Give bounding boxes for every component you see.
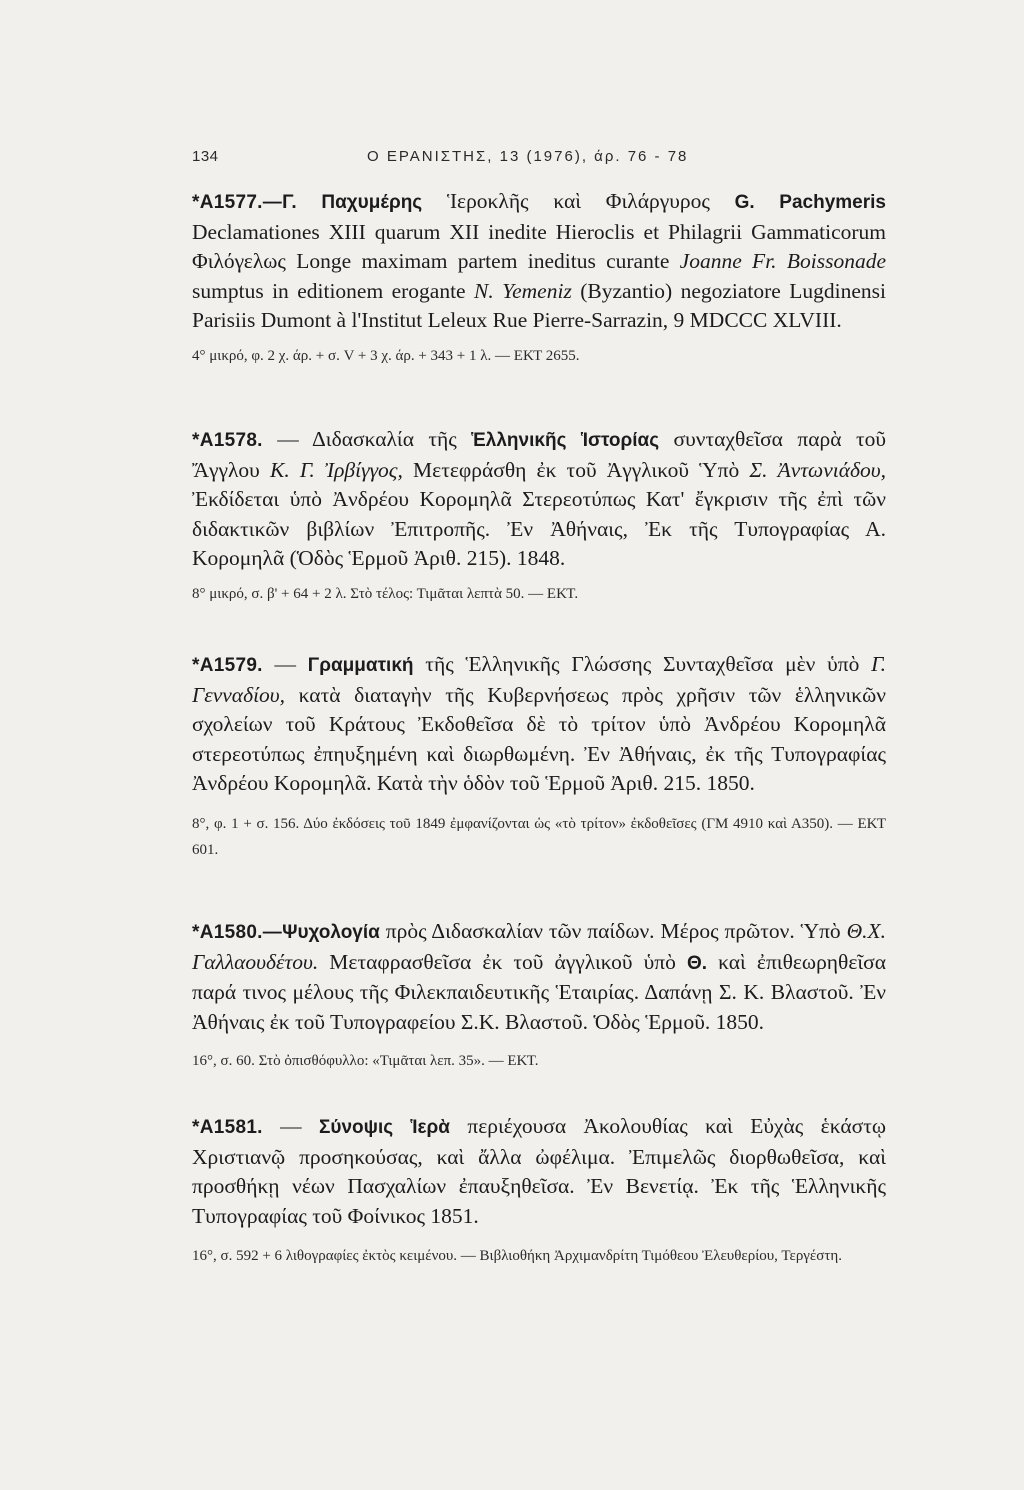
entry-text	[192, 917, 886, 1037]
entry-text-part: Μετεφράσθη ἐκ τοῦ Ἀγγλικοῦ Ὑπὸ	[402, 457, 750, 482]
entry-dash: —	[262, 427, 312, 451]
entry-author: Γ. Γενναδίου,	[192, 652, 886, 707]
entry-text-part: Declamationes XIII quarum XII inedite Hieroclis et Philagrii Gammaticorum Φιλόγελως Longe maximam partem ineditus curante	[192, 219, 886, 274]
entry-author-latin: G. Pachymeris	[734, 192, 886, 213]
entry-text-part: συνταχθεῖσα παρὰ τοῦ Ἄγγλου	[192, 427, 886, 482]
entry-translator: Σ. Ἀντωνιάδου,	[749, 457, 886, 482]
entry-dash: —	[262, 922, 283, 943]
entry-text-part: πρὸς Διδασκαλίαν τῶν παίδων. Μέρος πρῶτον. Ὑπὸ	[379, 919, 847, 943]
entry-note: 8° μικρό, σ. β' + 64 + 2 λ. Στὸ τέλος: Τιμᾶται λεπτὰ 50. — ΕΚΤ.	[192, 585, 579, 602]
bibliography-entry	[192, 1112, 886, 1269]
entry-note: 16°, σ. 60. Στὸ ὀπισθόφυλλο: «Τιμᾶται λεπ. 35». — ΕΚΤ.	[192, 1053, 539, 1070]
entry-note: 16°, σ. 592 + 6 λιθογραφίες ἐκτὸς κειμένου. — Βιβλιοθήκη Ἀρχιμανδρίτη Τιμόθεου Ἐλευθερίου, Τεργέστη.	[192, 1248, 842, 1265]
entry-id: *Α1577.	[192, 192, 263, 213]
entry-text	[192, 1112, 886, 1231]
page-number: 134	[192, 148, 219, 165]
entry-text-part: (Byzantio) negoziatore Lugdinensi Parisiis Dumont à l'Institut Leleux Rue Pierre-Sarrazin, 9 MDCCC XLVIII.	[192, 278, 886, 333]
entry-text-part: τῆς Ἑλληνικῆς Γλώσσης Συνταχθεῖσα μὲν ὑπὸ	[413, 652, 872, 676]
entry-editor: Joanne Fr. Boissonade	[679, 249, 886, 274]
entry-id: *Α1579.	[192, 655, 263, 676]
bibliography-entry	[192, 917, 886, 1075]
entry-title: Γραμματική	[307, 655, 414, 676]
entry-text-part: Μεταφρασθεῖσα ἐκ τοῦ ἀγγλικοῦ ὑπὸ	[318, 949, 687, 974]
entry-title: Ἑλληνικῆς Ἱστορίας	[471, 430, 660, 451]
running-title: Ο ΕΡΑΝΙΣΤΗΣ, 13 (1976), άρ. 76 - 78	[367, 148, 689, 165]
entry-sponsor: N. Yemeniz	[474, 278, 572, 303]
entry-dash: —	[262, 1114, 319, 1138]
bibliography-entry	[192, 187, 886, 370]
bibliography-entry	[192, 425, 886, 608]
entry-note: 8°, φ. 1 + σ. 156. Δύο ἐκδόσεις τοῦ 1849 ἐμφανίζονται ὡς «τὸ τρίτον» ἐκδοθεῖσες (ΓΜ 4910 καὶ Α350). — ΕΚΤ 601.	[192, 815, 886, 858]
entry-title: Ψυχολογία	[282, 922, 380, 943]
entry-text-part: Διδασκαλία τῆς	[311, 427, 472, 451]
entry-note: 4° μικρό, φ. 2 χ. άρ. + σ. V + 3 χ. άρ. + 343 + 1 λ. — ΕΚΤ 2655.	[192, 347, 580, 364]
entry-author: Κ. Γ. Ἰρβίγγος,	[269, 457, 403, 482]
entry-title: Σύνοψις Ἱερὰ	[319, 1117, 450, 1138]
entry-text-part: sumptus in editionem erogante	[192, 278, 475, 303]
entry-text-part: περιέχουσα Ἀκολουθίας καὶ Εὐχὰς ἑκάστῳ Χριστιανῷ προσηκούσας, καὶ ἄλλα ὠφέλιμα. Ἐπιμελῶς διορθωθεῖσα, καὶ προσθήκῃ νέων Πασχαλίων ἐπαυξηθεῖσα. Ἐν Βενετίᾳ. Ἐκ τῆς Ἑλληνικῆς Τυπογραφίας τοῦ Φοίνικος 1851.	[192, 1114, 886, 1228]
entry-author: Θ.Χ. Γαλλαουδέτου.	[192, 919, 886, 974]
entry-id: *Α1580.	[192, 922, 263, 943]
entry-dash: —	[262, 192, 283, 213]
entry-id: *Α1578.	[192, 430, 263, 451]
entry-dash: —	[262, 652, 308, 676]
entry-id: *Α1581.	[192, 1117, 263, 1138]
entry-text-part: κατὰ διαταγὴν τῆς Κυβερνήσεως πρὸς χρῆσιν τῶν ἑλληνικῶν σχολείων τοῦ Κράτους Ἐκδοθεῖσα δὲ τὸ τρίτον ὑπὸ Ἀνδρέου Κορομηλᾶ στερεοτύπως ἐπηυξημένη καὶ διωρθωμένη. Ἐν Ἀθήναις, ἐκ τῆς Τυπογραφίας Ἀνδρέου Κορομηλᾶ. Κατὰ τὴν ὁδὸν τοῦ Ἑρμοῦ Ἀριθ. 215. 1850.	[192, 682, 886, 796]
entry-translator-initial: Θ.	[686, 952, 708, 974]
entry-text	[192, 650, 886, 799]
entry-title: Γ. Παχυμέρης	[282, 192, 423, 213]
entry-text-part: Ἱεροκλῆς καὶ Φιλάργυρος	[422, 189, 735, 213]
entry-text-part: Ἐκδίδεται ὑπὸ Ἀνδρέου Κορομηλᾶ Στερεοτύπως Κατ' ἔγκρισιν τῆς ἐπὶ τῶν διδακτικῶν βιβλίων Ἐπιτροπῆς. Ἐν Ἀθήναις, Ἐκ τῆς Τυπογραφίας Α. Κορομηλᾶ (Ὁδὸς Ἑρμοῦ Ἀριθ. 215). 1848.	[192, 487, 886, 571]
entry-text-part: καὶ ἐπιθεωρηθεῖσα παρά τινος μέλους τῆς Φιλεκπαιδευτικῆς Ἑταιρίας. Δαπάνῃ Σ. Κ. Βλαστοῦ. Ἐν Ἀθήναις ἐκ τοῦ Τυπογραφείου Σ.Κ. Βλαστοῦ. Ὁδὸς Ἑρμοῦ. 1850.	[192, 949, 887, 1034]
bibliography-entry	[192, 650, 886, 863]
entry-text	[192, 425, 886, 574]
entry-text	[192, 187, 886, 336]
